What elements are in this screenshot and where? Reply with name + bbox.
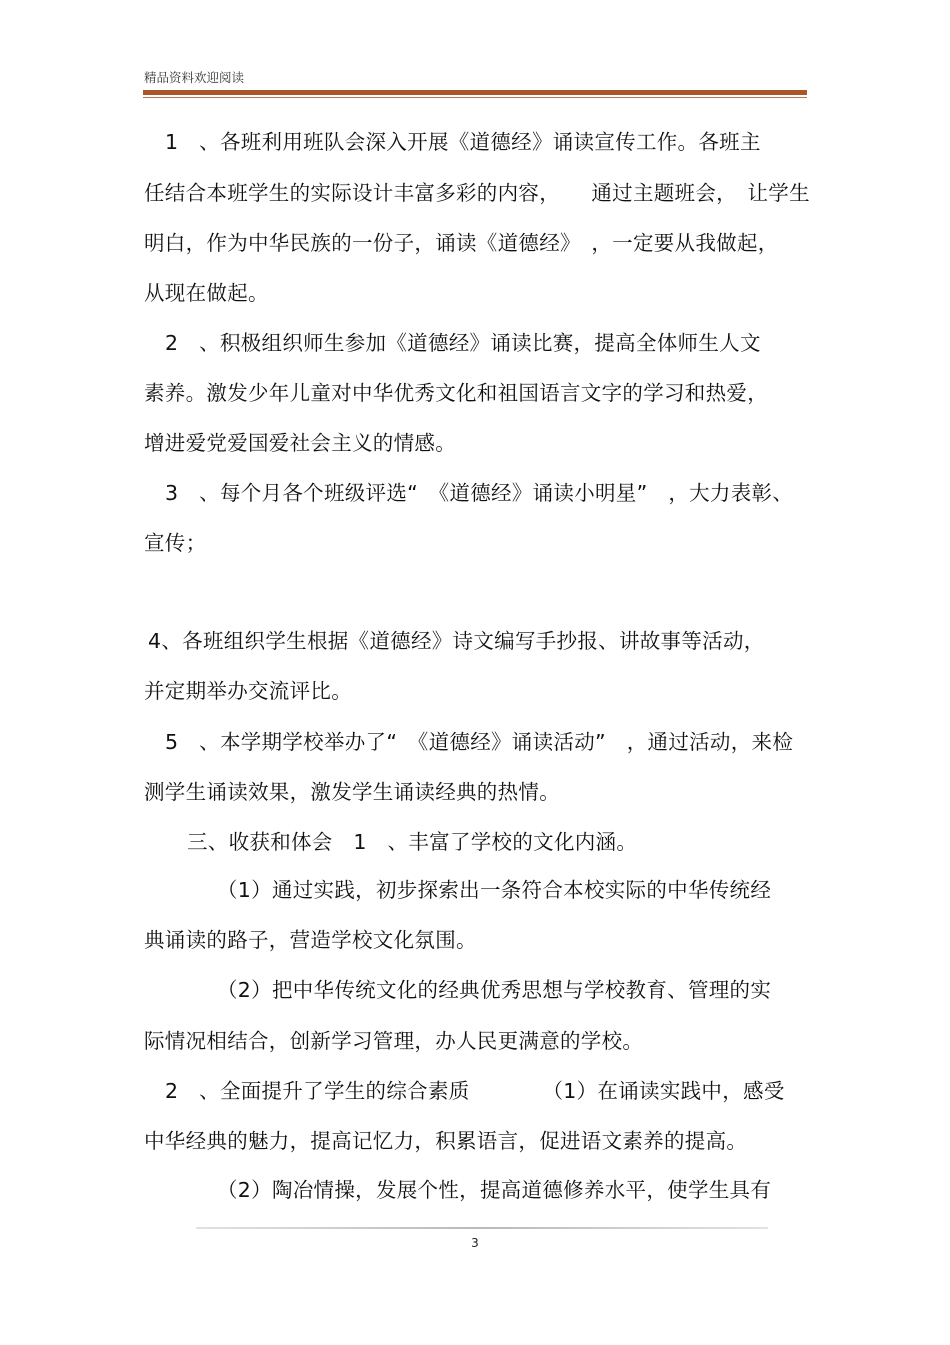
page-number: 3	[471, 1236, 479, 1250]
text-line: 5 、本学期学校举办了“ 《道德经》诵读活动” ，通过活动，来检	[165, 730, 794, 754]
text-line: 4、各班组织学生根据《道德经》诗文编写手抄报、讲故事等活动，	[148, 629, 765, 653]
text-line: （1）通过实践，初步探索出一条符合本校实际的中华传统经	[217, 878, 772, 902]
header-text: 精品资料欢迎阅读	[144, 70, 245, 85]
text-line: 际情况相结合，创新学习管理，办人民更满意的学校。	[144, 1029, 644, 1053]
header-rule-thick	[143, 90, 807, 95]
text-line: 三、收获和体会 1 、丰富了学校的文化内涵。	[187, 830, 638, 854]
text-line: 中华经典的魅力，提高记忆力，积累语言，促进语文素养的提高。	[144, 1129, 748, 1153]
text-line: 任结合本班学生的实际设计丰富多彩的内容， 通过主题班会， 让学生	[144, 181, 810, 205]
text-line: 宣传；	[144, 531, 207, 555]
text-line: 2 、全面提升了学生的综合素质 （1）在诵读实践中，感受	[165, 1079, 785, 1103]
text-line: 1 、各班利用班队会深入开展《道德经》诵读宣传工作。各班主	[165, 130, 761, 154]
text-line: 测学生诵读效果，激发学生诵读经典的热情。	[144, 780, 560, 804]
text-line: 增进爱党爱国爱社会主义的情感。	[144, 431, 456, 455]
text-line: 2 、积极组织师生参加《道德经》诵读比赛，提高全体师生人文	[165, 331, 761, 355]
text-line: 并定期举办交流评比。	[144, 679, 352, 703]
text-line: （2）陶冶情操，发展个性，提高道德修养水平，使学生具有	[217, 1178, 772, 1202]
text-line: 明白，作为中华民族的一份子，诵读《道德经》 ，一定要从我做起，	[144, 231, 779, 255]
text-line: （2）把中华传统文化的经典优秀思想与学校教育、管理的实	[217, 978, 772, 1002]
text-line: 从现在做起。	[144, 281, 269, 305]
text-line: 3 、每个月各个班级评选“ 《道德经》诵读小明星” ，大力表彰、	[165, 481, 794, 505]
footer-rule	[196, 1227, 768, 1229]
text-line: 素养。激发少年儿童对中华优秀文化和祖国语言文字的学习和热爱，	[144, 381, 768, 405]
header-rule-thin	[143, 97, 807, 98]
text-line: 典诵读的路子，营造学校文化氛围。	[144, 928, 477, 952]
